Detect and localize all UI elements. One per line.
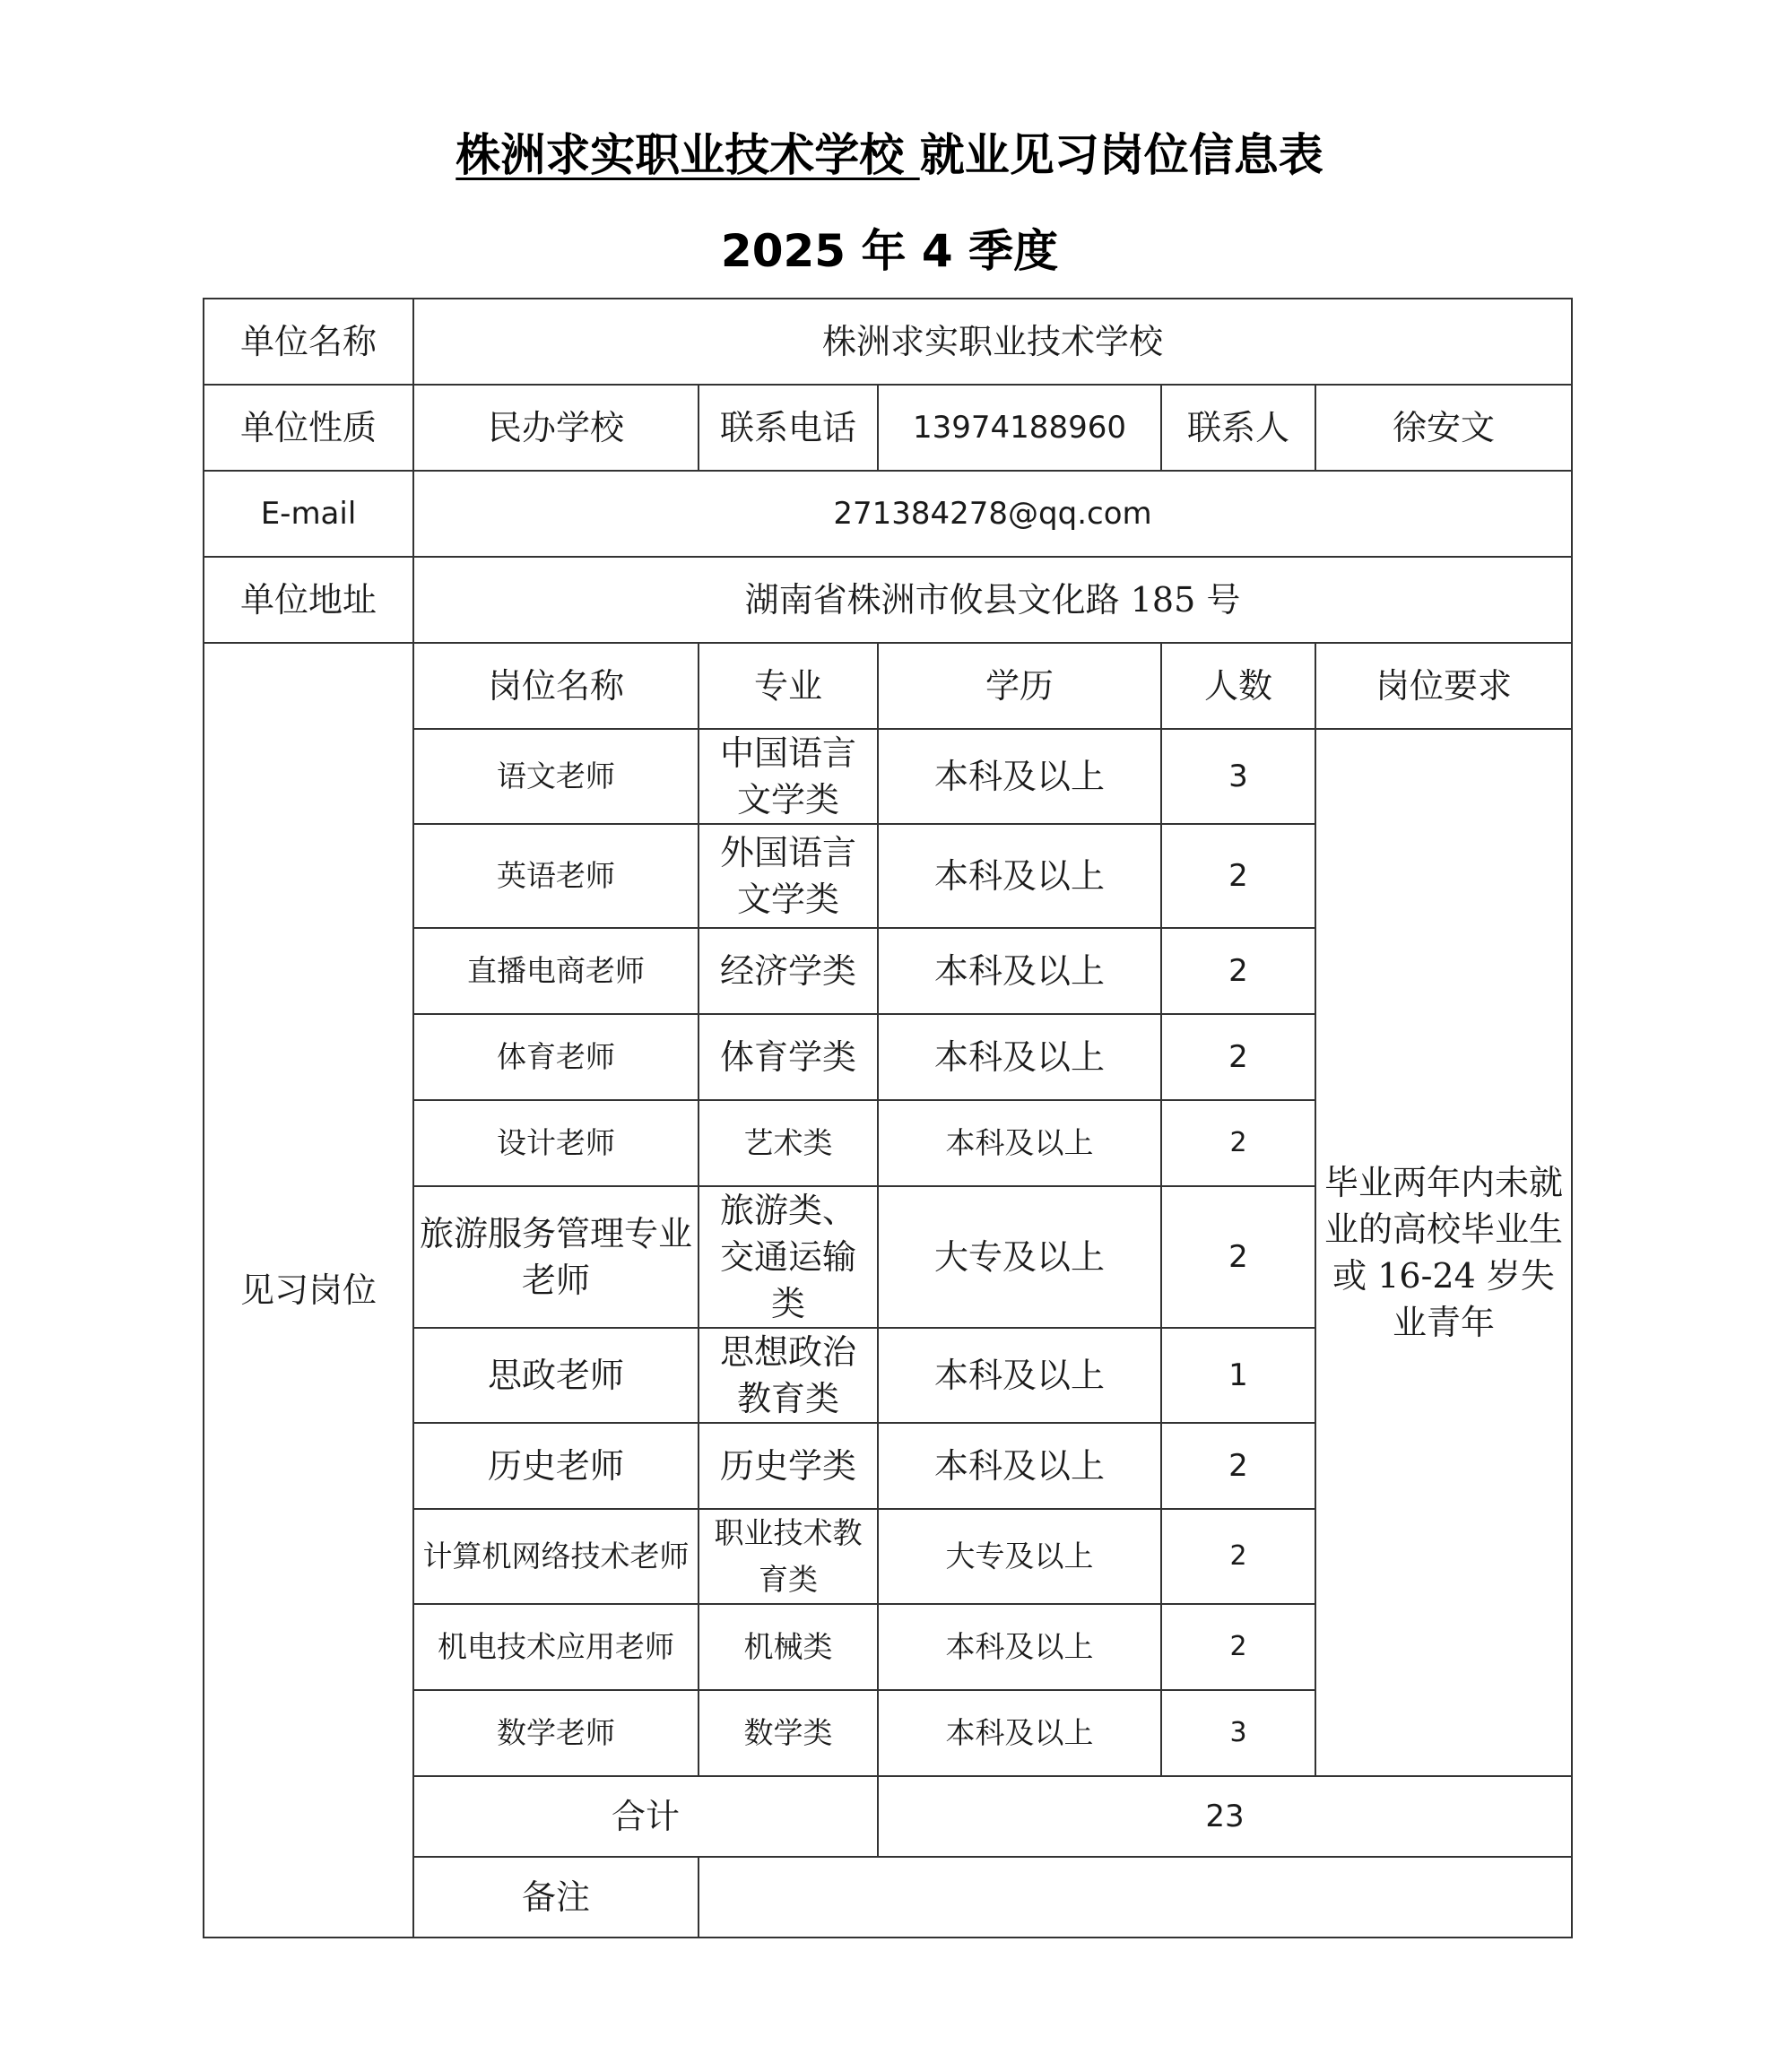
unit-nature-label: 单位性质: [204, 385, 413, 471]
header-count: 人数: [1161, 643, 1315, 729]
phone-value: 13974188960: [878, 385, 1161, 471]
position-major: 历史学类: [699, 1423, 878, 1509]
address-row: [204, 557, 1572, 643]
position-name: 计算机网络技术老师: [413, 1509, 699, 1604]
position-education: 本科及以上: [878, 729, 1161, 824]
position-education: 本科及以上: [878, 1100, 1161, 1186]
position-count: 1: [1161, 1328, 1315, 1423]
header-major: 专业: [699, 643, 878, 729]
contact-label: 联系人: [1161, 385, 1315, 471]
position-count: 2: [1161, 1186, 1315, 1328]
position-education: 本科及以上: [878, 1604, 1161, 1690]
position-education: 本科及以上: [878, 824, 1161, 928]
position-name: 英语老师: [413, 824, 699, 928]
position-name: 机电技术应用老师: [413, 1604, 699, 1690]
email-row: [204, 471, 1572, 557]
position-name: 历史老师: [413, 1423, 699, 1509]
position-major: 体育学类: [699, 1014, 878, 1100]
position-education: 本科及以上: [878, 1690, 1161, 1776]
position-count: 2: [1161, 824, 1315, 928]
position-major: 艺术类: [699, 1100, 878, 1186]
position-major: 外国语言文学类: [699, 824, 878, 928]
position-education: 大专及以上: [878, 1509, 1161, 1604]
position-major: 思想政治教育类: [699, 1328, 878, 1423]
positions-section-label: 见习岗位: [204, 643, 413, 1938]
position-name: 数学老师: [413, 1690, 699, 1776]
position-info-table: [203, 298, 1573, 1938]
contact-value: 徐安文: [1315, 385, 1572, 471]
position-name: 思政老师: [413, 1328, 699, 1423]
position-count: 2: [1161, 1604, 1315, 1690]
document-title: [0, 124, 1779, 186]
position-count: 2: [1161, 1100, 1315, 1186]
position-major: 中国语言文学类: [699, 729, 878, 824]
position-name: 体育老师: [413, 1014, 699, 1100]
position-major: 旅游类、交通运输类: [699, 1186, 878, 1328]
position-count: 2: [1161, 928, 1315, 1014]
remarks-label: 备注: [413, 1857, 699, 1938]
school-name-title: 株洲求实职业技术学校: [456, 129, 920, 181]
unit-name-row: [204, 299, 1572, 385]
address-value: 湖南省株洲市攸县文化路 185 号: [413, 557, 1572, 643]
position-requirement: 毕业两年内未就业的高校毕业生或 16-24 岁失业青年: [1315, 729, 1572, 1776]
position-name: 旅游服务管理专业老师: [413, 1186, 699, 1328]
position-education: 本科及以上: [878, 1423, 1161, 1509]
email-value: 271384278@qq.com: [413, 471, 1572, 557]
total-value: 23: [878, 1776, 1572, 1857]
position-major: 职业技术教育类: [699, 1509, 878, 1604]
position-name: 设计老师: [413, 1100, 699, 1186]
position-count: 3: [1161, 1690, 1315, 1776]
position-education: 本科及以上: [878, 928, 1161, 1014]
total-label: 合计: [413, 1776, 878, 1857]
position-count: 2: [1161, 1423, 1315, 1509]
position-major: 机械类: [699, 1604, 878, 1690]
position-education: 大专及以上: [878, 1186, 1161, 1328]
position-major: 数学类: [699, 1690, 878, 1776]
header-position-name: 岗位名称: [413, 643, 699, 729]
position-count: 2: [1161, 1014, 1315, 1100]
unit-name-label: 单位名称: [204, 299, 413, 385]
address-label: 单位地址: [204, 557, 413, 643]
position-education: 本科及以上: [878, 1328, 1161, 1423]
position-count: 2: [1161, 1509, 1315, 1604]
unit-nature-value: 民办学校: [413, 385, 699, 471]
document-subtitle: 2025 年 4 季度: [720, 225, 1059, 277]
position-count: 3: [1161, 729, 1315, 824]
phone-label: 联系电话: [699, 385, 878, 471]
header-requirement: 岗位要求: [1315, 643, 1572, 729]
unit-name-value: 株洲求实职业技术学校: [413, 299, 1572, 385]
position-major: 经济学类: [699, 928, 878, 1014]
remarks-value: [699, 1857, 1572, 1938]
form-name-title: 就业见习岗位信息表: [919, 129, 1323, 181]
position-name: 直播电商老师: [413, 928, 699, 1014]
header-education: 学历: [878, 643, 1161, 729]
unit-nature-row: [204, 385, 1572, 471]
position-name: 语文老师: [413, 729, 699, 824]
email-label: E-mail: [204, 471, 413, 557]
position-education: 本科及以上: [878, 1014, 1161, 1100]
positions-header-row: [204, 643, 1572, 729]
